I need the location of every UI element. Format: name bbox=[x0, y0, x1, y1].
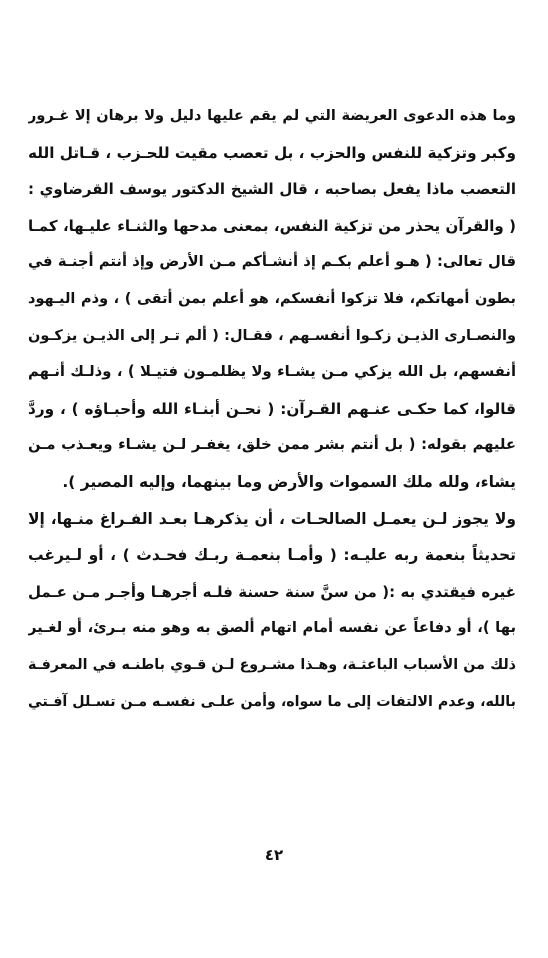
text-line: ولا يجوز لـن يعمـل الصالحـات ، أن يذكرهـا بعـد الفـراغ منـها، إلا bbox=[28, 509, 516, 528]
text-line: قالوا، كما حكـى عنـهم القـرآن: ( نحـن أبنـاء الله وأحبـاؤه ) ، وردَّ bbox=[28, 399, 516, 418]
text-line: غيره فيقتدي به :( من سنَّ سنة حسنة فلـه أجرهـا وأجـر مـن عـمل bbox=[28, 582, 516, 601]
text-line: بها )، أو دفاعاً عن نفسه أمام اتهام ألصق به وهو منه بـرئ، أو لغـير bbox=[28, 619, 516, 637]
body-text bbox=[28, 98, 516, 720]
text-line: أنفسهم، بل الله يزكي مـن يشـاء ولا يظلمـون فتيـلا ) ، وذلـك أنـهم bbox=[28, 363, 516, 381]
text-line: تحديثاً بنعمة ربه عليـه: ( وأمـا بنعمـة ربـك فحـدث ) ، أو لـيرغب bbox=[28, 546, 516, 565]
text-line: بطون أمهاتكم، فلا تزكوا أنفسكم، هو أعلم بمن أتقى ) ، وذم اليـهود bbox=[28, 290, 516, 307]
text-line: قال تعالى: ( هـو أعلم بكـم إذ أنشـأكم مـن الأرض وإذ أنتم أجنـة في bbox=[28, 253, 516, 271]
text-line: بالله، وعدم الالتفات إلى ما سواه، وأمن علـى نفسـه مـن تسـلل آفـتي bbox=[28, 693, 516, 710]
page-number: ٤٢ bbox=[264, 846, 284, 864]
text-line: ذلك من الأسباب الباعثـة، وهـذا مشـروع لـن قـوي باطنـه في المعرفـة bbox=[28, 656, 516, 673]
text-line: وما هذه الدعوى العريضة التي لم يقم عليها دليل ولا برهان إلا غـرور bbox=[28, 108, 516, 124]
text-line: عليهم بقوله: ( بل أنتم بشر ممن خلق، يغفـر لـن يشـاء ويعـذب مـن bbox=[28, 436, 516, 454]
text-line: ( والقرآن يحذر من تزكية النفس، بمعنى مدحها والثنـاء عليـها، كمـا bbox=[28, 216, 516, 235]
text-line: التعصب ماذا يفعل بصاحبه ، قال الشيخ الدكتور يوسف القرضاوي : bbox=[28, 180, 516, 199]
text-line: يشاء، ولله ملك السموات والأرض وما بينهما، وإليه المصير ). bbox=[62, 472, 516, 491]
text-line: والنصـارى الذيـن زكـوا أنفسـهم ، فقـال: ( ألم تـر إلى الذيـن يزكـون bbox=[28, 327, 516, 344]
text-line: وكبر وتزكية للنفس والحزب ، بل تعصب مقيت للحـزب ، قـاتل الله bbox=[28, 143, 516, 162]
